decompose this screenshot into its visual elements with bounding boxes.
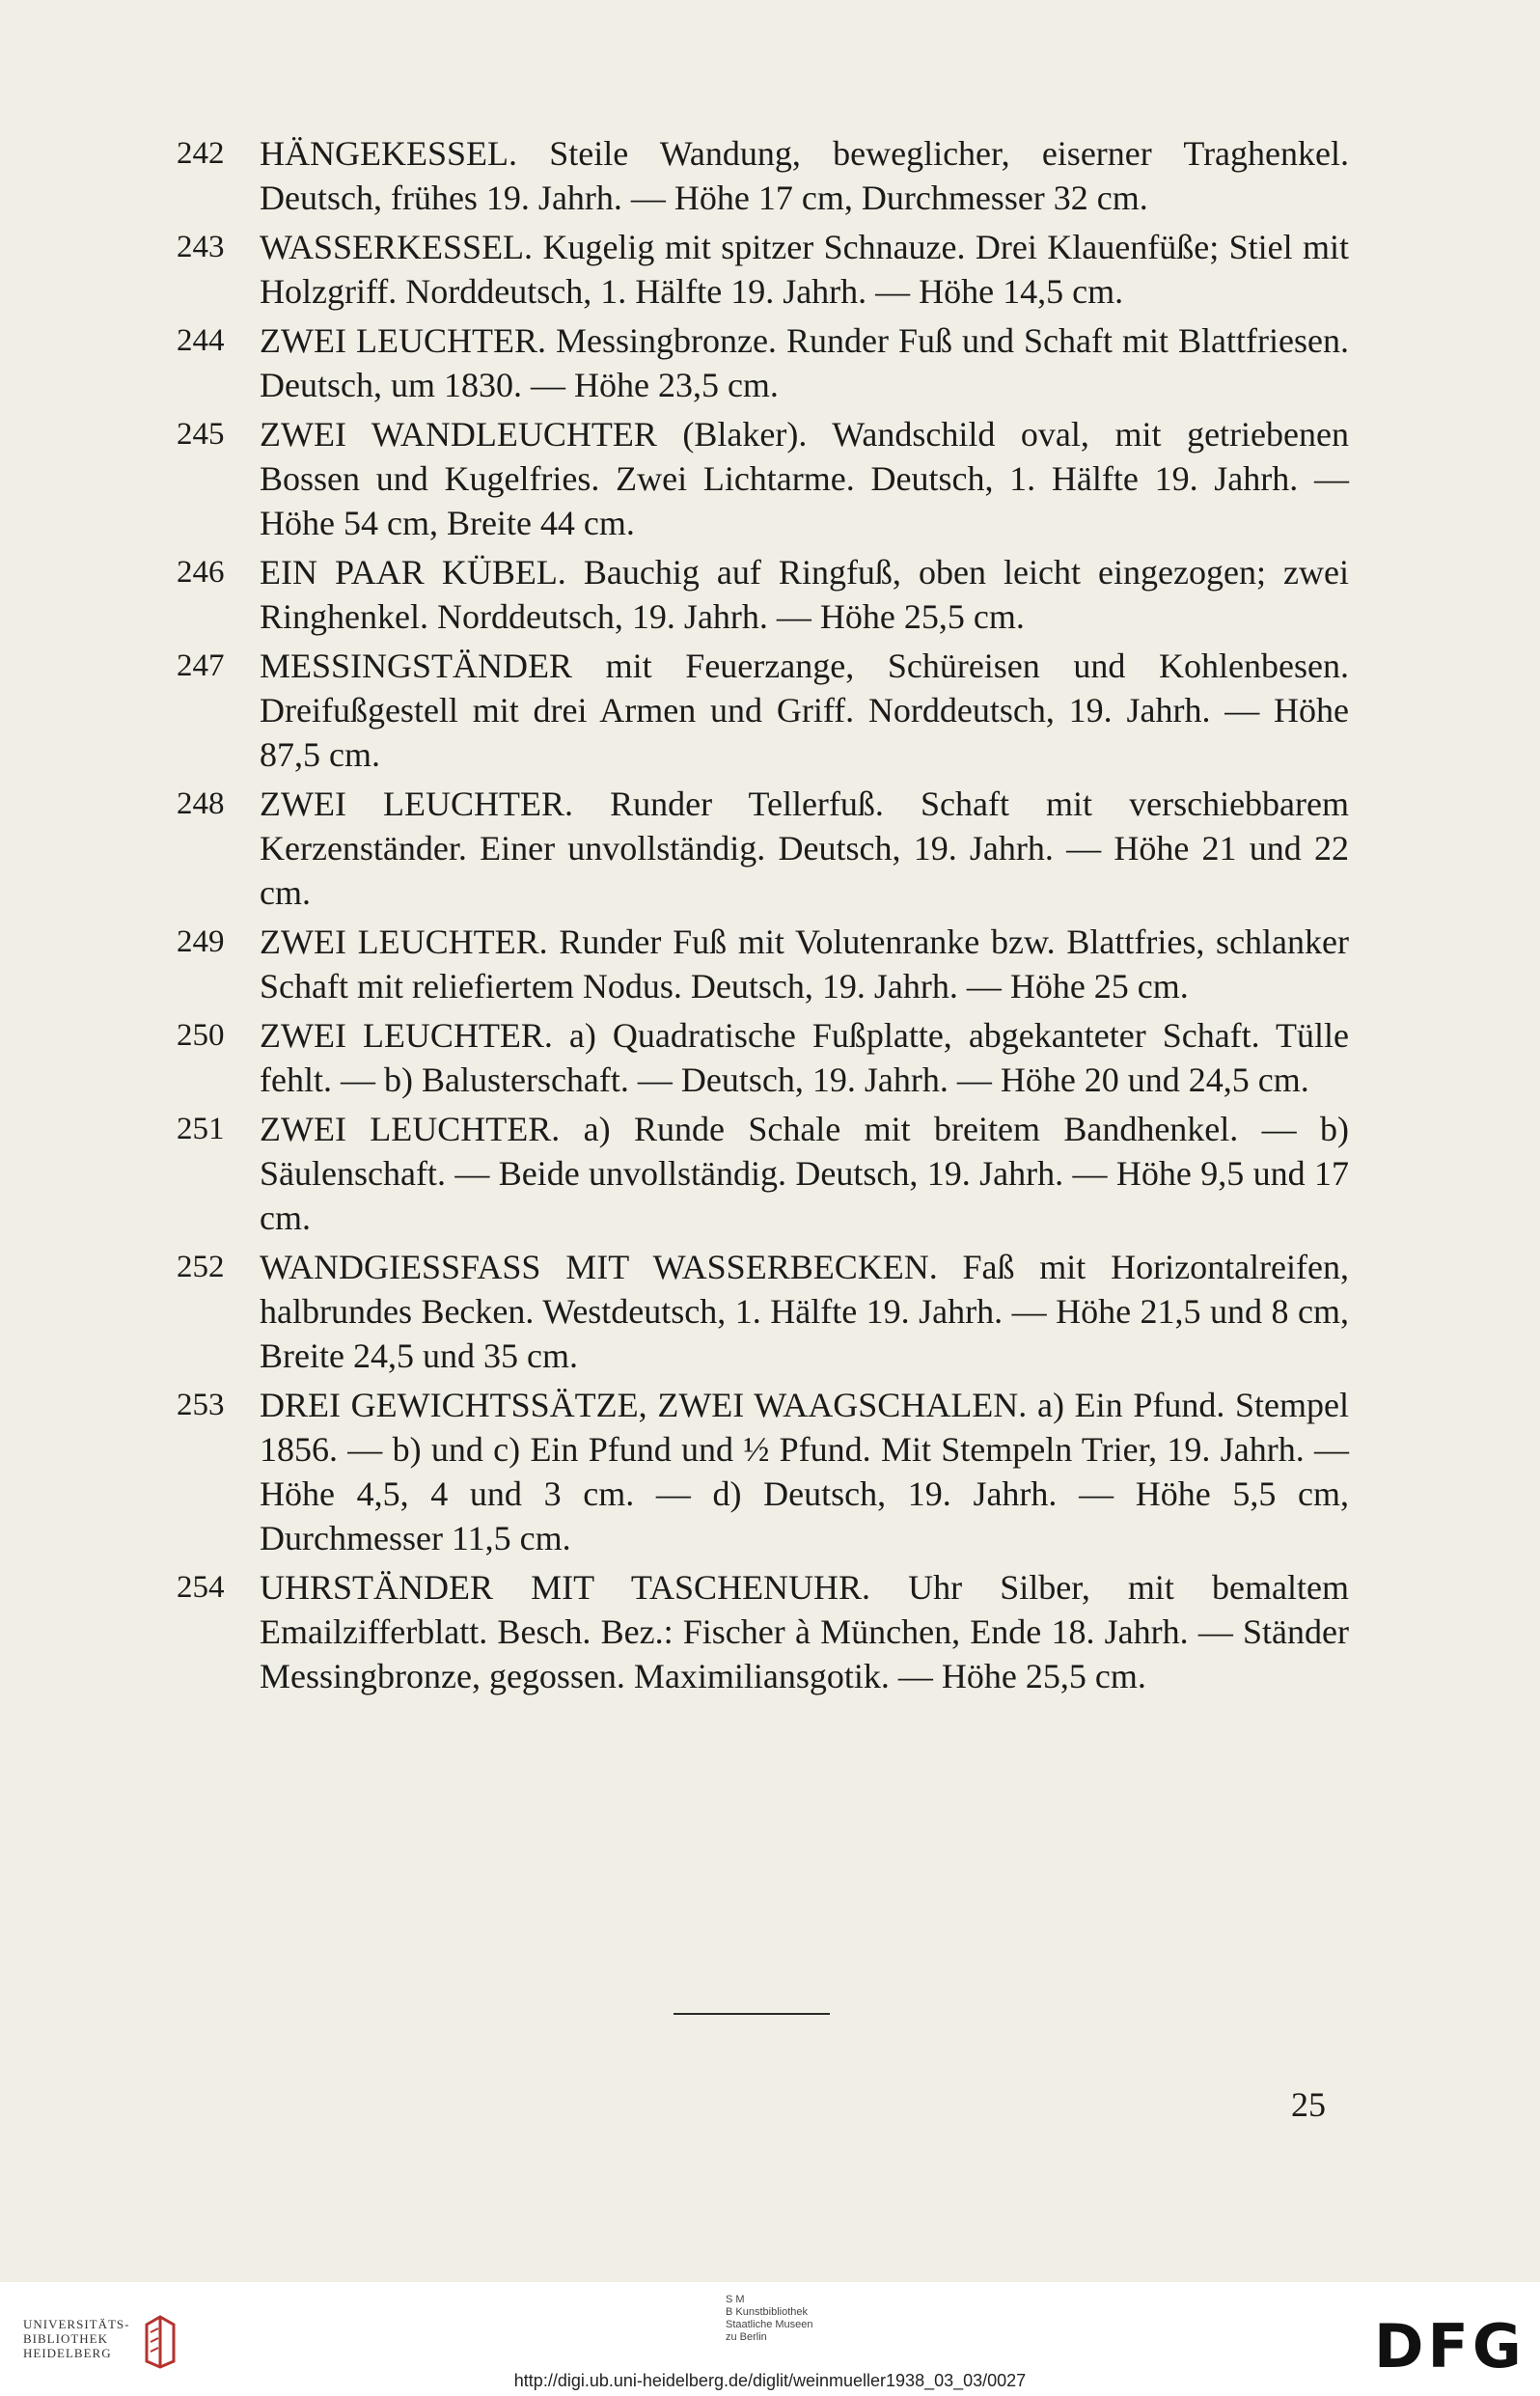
- smb-kunstbibliothek-logo[interactable]: [726, 2294, 813, 2344]
- entry-text: EIN PAAR KÜBEL. Bauchig auf Ringfuß, oben leicht eingezogen; zwei Ringhenkel. Norddeutsch, 19. Jahrh. — Höhe 25,5 cm.: [260, 553, 1349, 636]
- entry-number: 247: [177, 648, 225, 683]
- entry-number: 252: [177, 1250, 225, 1284]
- entry-number: 251: [177, 1112, 225, 1146]
- ub-heidelberg-logo[interactable]: [23, 2317, 130, 2360]
- entry-text: ZWEI LEUCHTER. a) Quadratische Fußplatte, abgekanteter Schaft. Tülle fehlt. — b) Balusterschaft. — Deutsch, 19. Jahrh. — Höhe 20 und 24,5 cm.: [260, 1016, 1349, 1099]
- entry-number: 242: [177, 136, 225, 171]
- entry-text: ZWEI LEUCHTER. Messingbronze. Runder Fuß und Schaft mit Blattfriesen. Deutsch, um 1830. — Höhe 23,5 cm.: [260, 321, 1349, 404]
- ub-logo-line: UNIVERSITÄTS-: [23, 2317, 130, 2331]
- catalog-entry: [177, 1565, 1349, 1698]
- ub-book-icon: [141, 2315, 179, 2369]
- permalink-url[interactable]: http://digi.ub.uni-heidelberg.de/diglit/weinmueller1938_03_03/0027: [513, 2371, 1027, 2390]
- catalog-entry: [177, 550, 1349, 639]
- catalog-entry: [177, 1383, 1349, 1560]
- section-divider: [674, 2013, 830, 2015]
- entry-number: 254: [177, 1570, 225, 1605]
- smb-logo-line: zu Berlin: [726, 2331, 767, 2343]
- entry-number: 250: [177, 1018, 225, 1053]
- entry-number: 244: [177, 323, 225, 358]
- catalog-entry: [177, 412, 1349, 545]
- entry-number: 249: [177, 924, 225, 959]
- entry-text: UHRSTÄNDER MIT TASCHENUHR. Uhr Silber, mit bemaltem Emailzifferblatt. Besch. Bez.: Fischer à München, Ende 18. Jahrh. — Ständer Messingbronze, gegossen. Maximiliansgotik. — Höhe 25,5 cm.: [260, 1568, 1349, 1695]
- entry-text: ZWEI LEUCHTER. a) Runde Schale mit breitem Bandhenkel. — b) Säulenschaft. — Beide unvollständig. Deutsch, 19. Jahrh. — Höhe 9,5 und 17 cm.: [260, 1110, 1349, 1237]
- entry-number: 253: [177, 1388, 225, 1422]
- entry-text: WANDGIESSFASS MIT WASSERBECKEN. Faß mit Horizontalreifen, halbrundes Becken. Westdeutsch, 1. Hälfte 19. Jahrh. — Höhe 21,5 und 8 cm, Breite 24,5 und 35 cm.: [260, 1248, 1349, 1375]
- catalog-entry: [177, 644, 1349, 777]
- catalog-entry: [177, 920, 1349, 1008]
- entry-number: 243: [177, 230, 225, 264]
- entry-number: 245: [177, 417, 225, 452]
- catalog-entry: [177, 782, 1349, 915]
- catalog-entry: [177, 318, 1349, 407]
- entry-text: DREI GEWICHTSSÄTZE, ZWEI WAAGSCHALEN. a) Ein Pfund. Stempel 1856. — b) und c) Ein Pfund und ½ Pfund. Mit Stempeln Trier, 19. Jahrh. — Höhe 4,5, 4 und 3 cm. — d) Deutsch, 19. Jahrh. — Höhe 5,5 cm, Durchmesser 11,5 cm.: [260, 1386, 1349, 1557]
- catalog-entries: [177, 131, 1349, 1703]
- catalog-entry: [177, 1013, 1349, 1102]
- dfg-logo[interactable]: DFG: [1374, 2311, 1526, 2382]
- catalog-entry: [177, 1107, 1349, 1240]
- catalog-entry: [177, 225, 1349, 314]
- entry-text: HÄNGEKESSEL. Steile Wandung, beweglicher, eiserner Traghenkel. Deutsch, frühes 19. Jahrh. — Höhe 17 cm, Durchmesser 32 cm.: [260, 134, 1349, 217]
- page-number: 25: [1291, 2085, 1326, 2124]
- smb-logo-line: S M: [726, 2294, 745, 2305]
- smb-logo-line: Staatliche Museen: [726, 2319, 813, 2330]
- entry-number: 248: [177, 786, 225, 821]
- catalog-entry: [177, 1245, 1349, 1378]
- smb-logo-line: B Kunstbibliothek: [726, 2306, 808, 2318]
- entry-text: WASSERKESSEL. Kugelig mit spitzer Schnauze. Drei Klauenfüße; Stiel mit Holzgriff. Norddeutsch, 1. Hälfte 19. Jahrh. — Höhe 14,5 cm.: [260, 228, 1349, 311]
- ub-logo-line: HEIDELBERG: [23, 2346, 112, 2360]
- entry-number: 246: [177, 555, 225, 590]
- entry-text: ZWEI WANDLEUCHTER (Blaker). Wandschild oval, mit getriebenen Bossen und Kugelfries. Zwei Lichtarme. Deutsch, 1. Hälfte 19. Jahrh. — Höhe 54 cm, Breite 44 cm.: [260, 415, 1349, 542]
- entry-text: MESSINGSTÄNDER mit Feuerzange, Schüreisen und Kohlenbesen. Dreifußgestell mit drei Armen und Griff. Norddeutsch, 19. Jahrh. — Höhe 87,5 cm.: [260, 647, 1349, 774]
- ub-logo-line: BIBLIOTHEK: [23, 2331, 108, 2346]
- entry-text: ZWEI LEUCHTER. Runder Tellerfuß. Schaft mit verschiebbarem Kerzenständer. Einer unvollständig. Deutsch, 19. Jahrh. — Höhe 21 und 22 cm.: [260, 785, 1349, 912]
- entry-text: ZWEI LEUCHTER. Runder Fuß mit Volutenranke bzw. Blattfries, schlanker Schaft mit reliefiertem Nodus. Deutsch, 19. Jahrh. — Höhe 25 cm.: [260, 923, 1349, 1005]
- catalog-entry: [177, 131, 1349, 220]
- digitization-footer: [0, 2282, 1540, 2396]
